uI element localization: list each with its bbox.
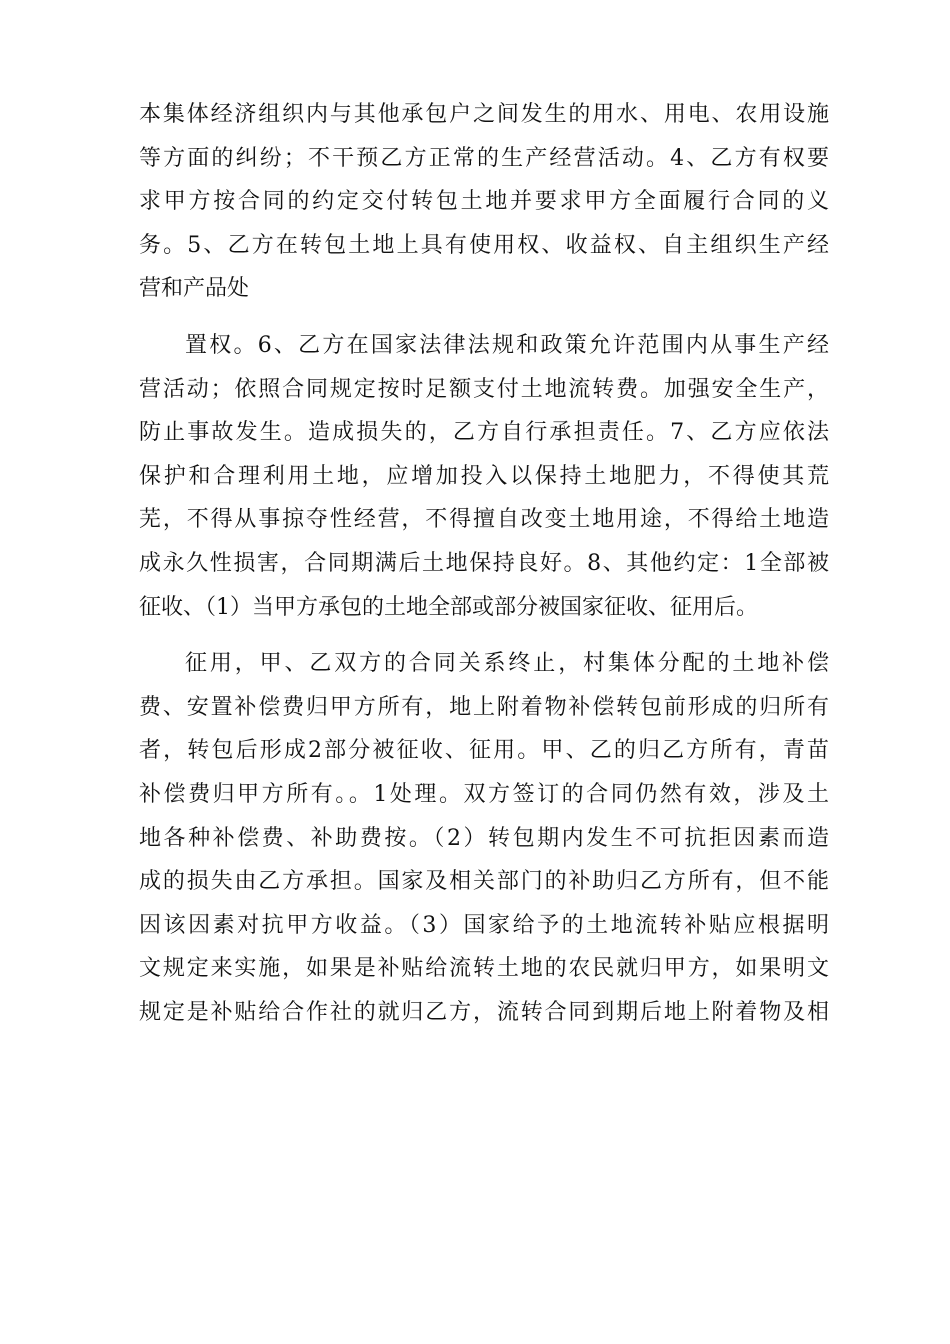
text-line: 成永久性损害，合同期满后土地保持良好。8、其他约定：1全部被 [139,550,829,576]
paragraph-3 [139,642,829,1034]
text-line: 等方面的纠纷；不干预乙方正常的生产经营活动。4、乙方有权要 [139,145,829,171]
text-line: 置权。6、乙方在国家法律法规和政策允许范围内从事生产经 [185,332,829,358]
text-line: 成的损失由乙方承担。国家及相关部门的补助归乙方所有，但不能 [139,869,829,895]
paragraph-1 [139,93,829,311]
text-line: 补偿费归甲方所有。。1处理。双方签订的合同仍然有效，涉及土 [139,781,829,807]
text-line: 费、安置补偿费归甲方所有，地上附着物补偿转包前形成的归所有 [139,694,829,720]
text-line: 地各种补偿费、补助费按。（2）转包期内发生不可抗拒因素而造 [139,825,829,851]
text-line: 务。5、乙方在转包土地上具有使用权、收益权、自主组织生产经 [139,232,829,258]
text-line: 防止事故发生。造成损失的，乙方自行承担责任。7、乙方应依法 [139,420,829,446]
text-line: 营活动；依照合同规定按时足额支付土地流转费。加强安全生产， [139,376,829,402]
document-body [139,93,829,1034]
text-line: 营和产品处 [139,276,250,302]
text-line: 规定是补贴给合作社的就归乙方，流转合同到期后地上附着物及相 [139,999,829,1025]
text-line: 求甲方按合同的约定交付转包土地并要求甲方全面履行合同的义 [139,189,829,215]
text-line: 者，转包后形成2部分被征收、征用。甲、乙的归乙方所有，青苗 [139,738,829,764]
text-line: 芜，不得从事掠夺性经营，不得擅自改变土地用途，不得给土地造 [139,507,829,533]
text-line: 本集体经济组织内与其他承包户之间发生的用水、用电、农用设施 [139,102,829,127]
text-line: 文规定来实施，如果是补贴给流转土地的农民就归甲方，如果明文 [139,956,829,982]
text-line: 征收、（1）当甲方承包的土地全部或部分被国家征收、征用后。 [139,594,758,620]
text-line: 征用，甲、乙双方的合同关系终止，村集体分配的土地补偿 [185,651,829,677]
text-line: 因该因素对抗甲方收益。（3）国家给予的土地流转补贴应根据明 [139,912,829,938]
text-line: 保护和合理利用土地，应增加投入以保持土地肥力，不得使其荒 [139,463,829,489]
paragraph-2 [139,324,829,629]
